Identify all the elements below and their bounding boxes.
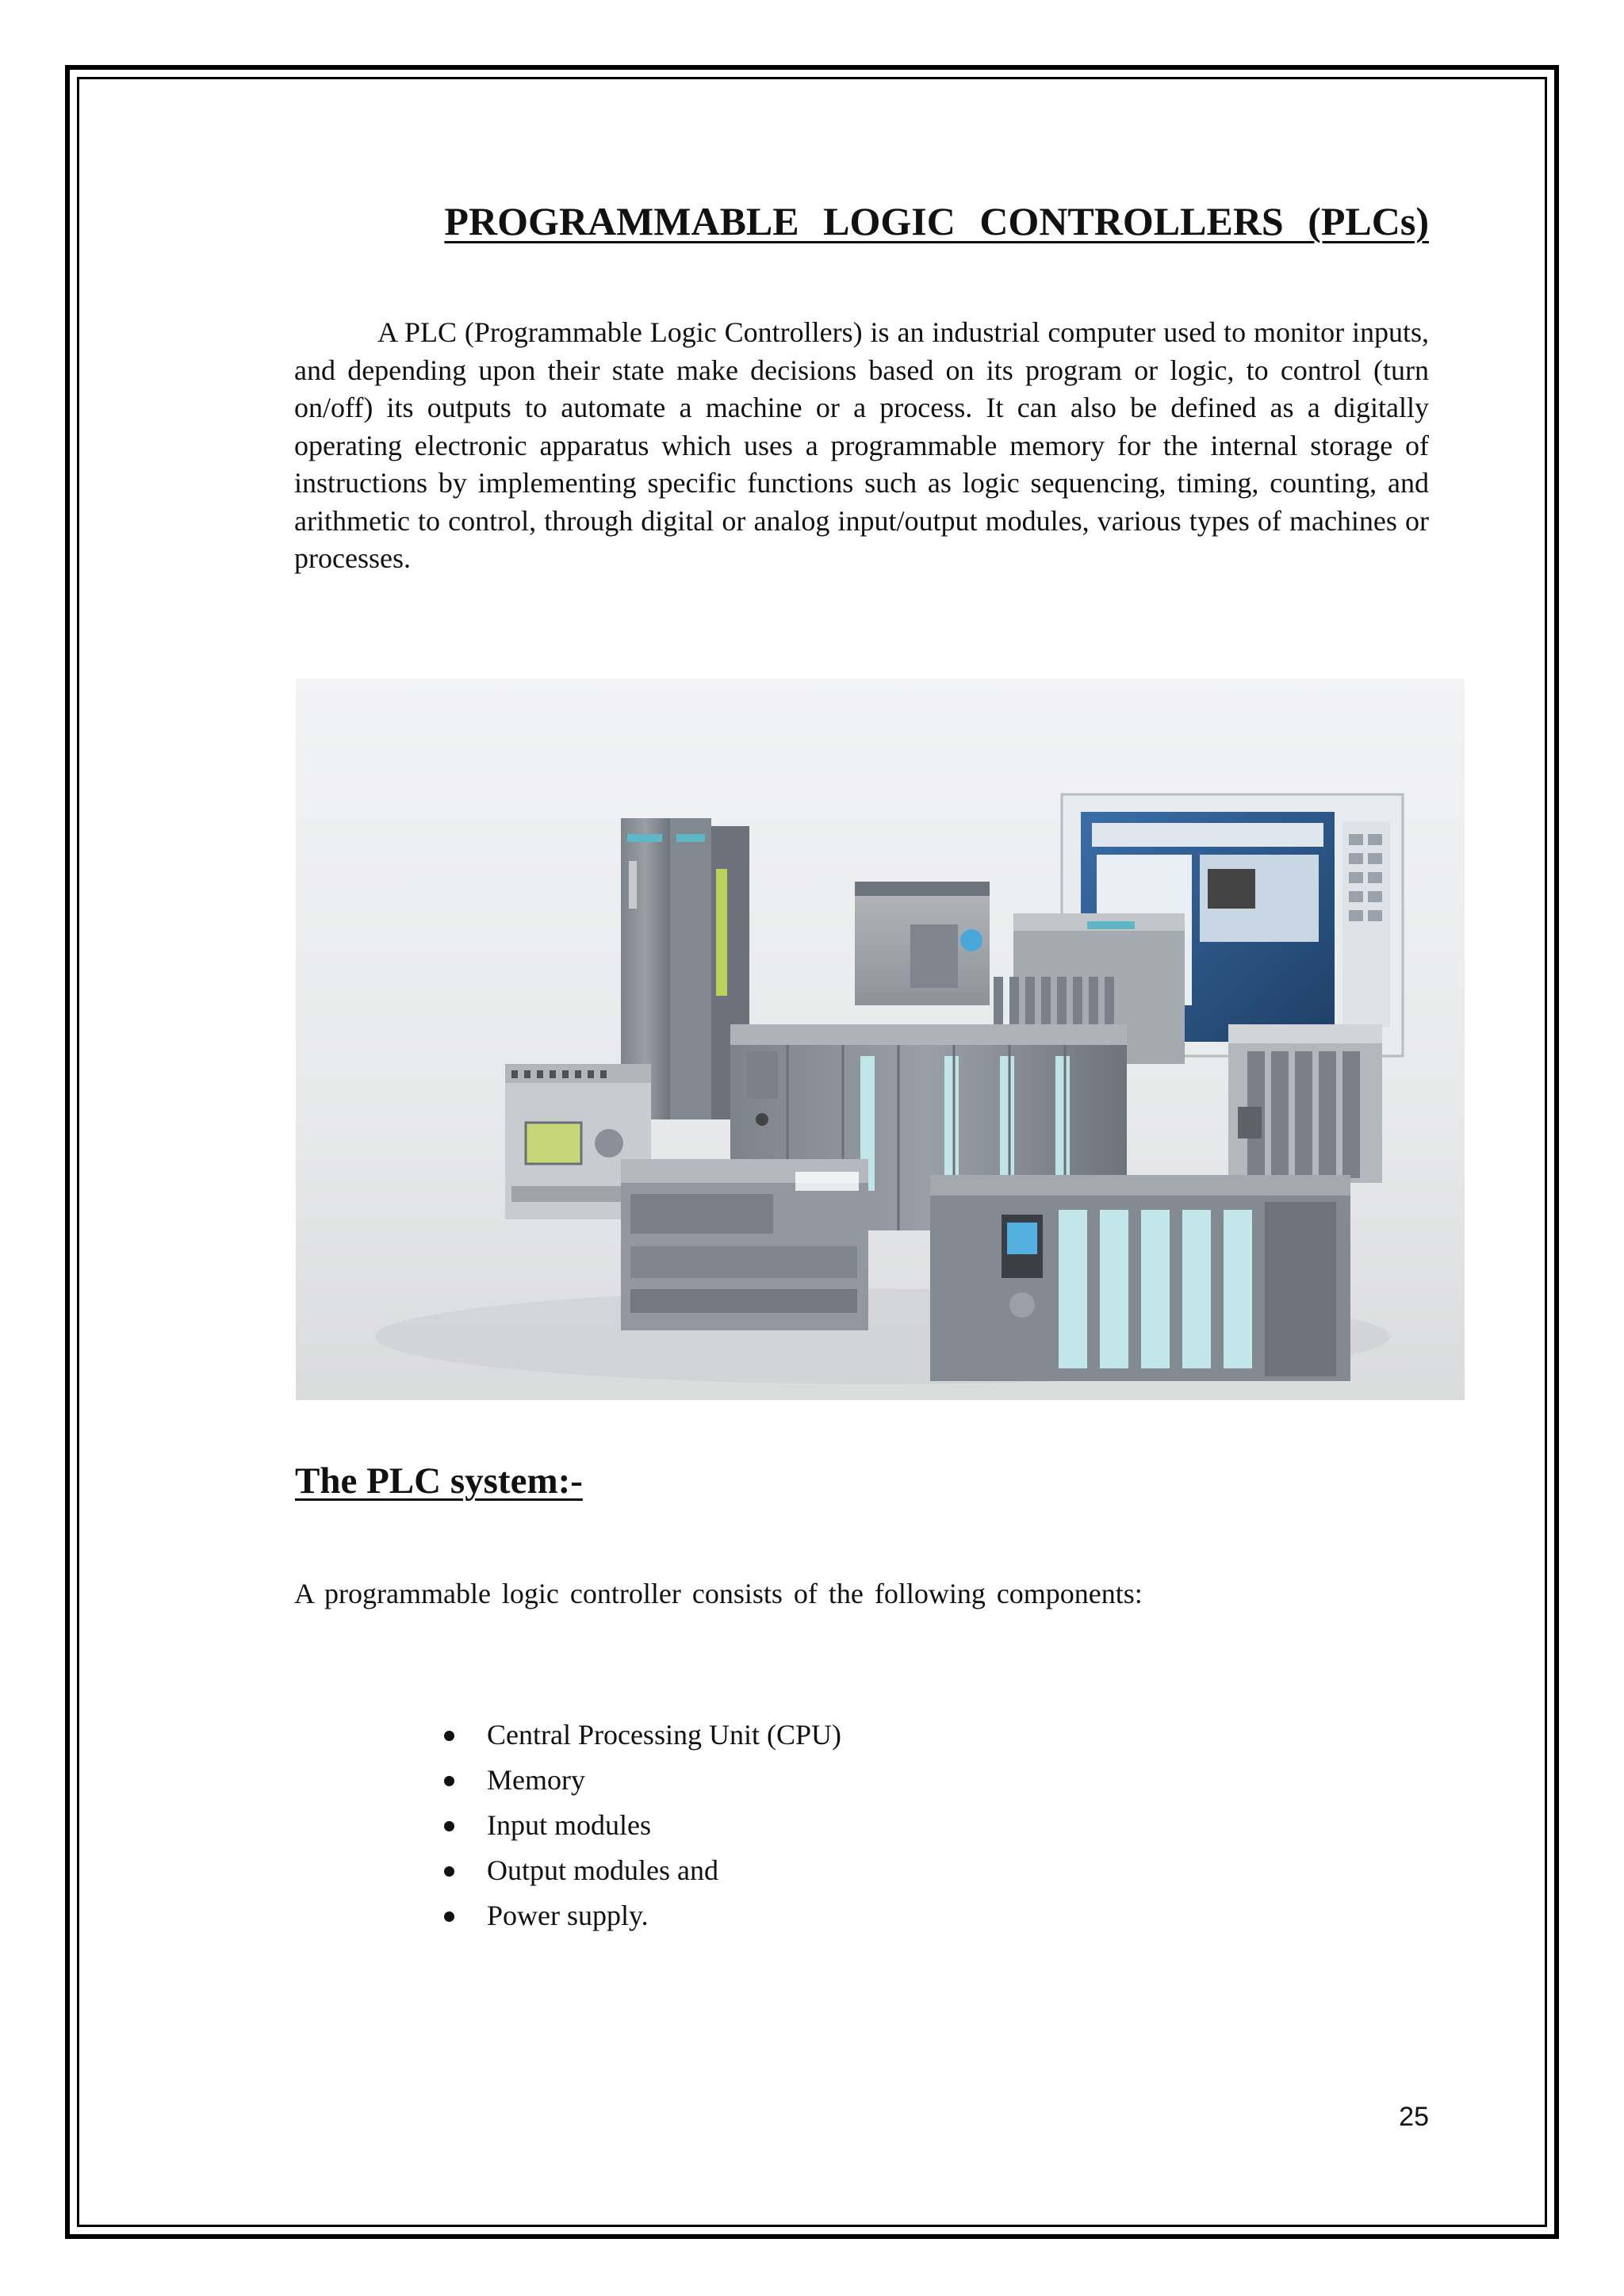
list-item-text: Memory (487, 1764, 585, 1796)
section-heading: The PLC system:- (295, 1460, 583, 1502)
list-item (441, 1758, 841, 1803)
bullet-icon (444, 1911, 454, 1922)
plc-product-photo (296, 679, 1465, 1400)
lead-sentence: A programmable logic controller consists of the following components: (294, 1578, 1143, 1609)
rack-module-s7-1500-illustration (930, 1175, 1350, 1381)
page-title: PROGRAMMABLE LOGIC CONTROLLERS (PLCs) (444, 199, 1429, 243)
list-item (441, 1803, 841, 1848)
list-item (441, 1893, 841, 1938)
list-item-text: Output modules and (487, 1854, 718, 1886)
list-item (441, 1848, 841, 1893)
compact-controller-s7-1200-illustration (621, 1159, 868, 1330)
list-item-text: Central Processing Unit (CPU) (487, 1719, 841, 1751)
page-number: 25 (1399, 2102, 1429, 2132)
intro-paragraph: A PLC (Programmable Logic Controllers) is an industrial computer used to monitor inputs, and depending upon their state make decisions based on its program or logic, to control (turn on/off) its outputs to automate a machine or a process. It can also be defined as a digitally operating electronic apparatus which uses a programmable memory for the internal storage of instructions by implementing specific functions such as logic sequencing, timing, counting, and arithmetic to control, through digital or analog input/output modules, various types of machines or processes. (294, 316, 1429, 574)
list-item-text: Power supply. (487, 1900, 649, 1931)
components-list (441, 1712, 841, 1938)
distributed-io-illustration (1228, 1024, 1382, 1183)
list-item (441, 1712, 841, 1758)
bullet-icon (444, 1731, 454, 1741)
bullet-icon (444, 1821, 454, 1831)
bullet-icon (444, 1776, 454, 1786)
bullet-icon (444, 1866, 454, 1877)
list-item-text: Input modules (487, 1809, 651, 1841)
rack-module-upper-illustration (855, 882, 990, 1005)
